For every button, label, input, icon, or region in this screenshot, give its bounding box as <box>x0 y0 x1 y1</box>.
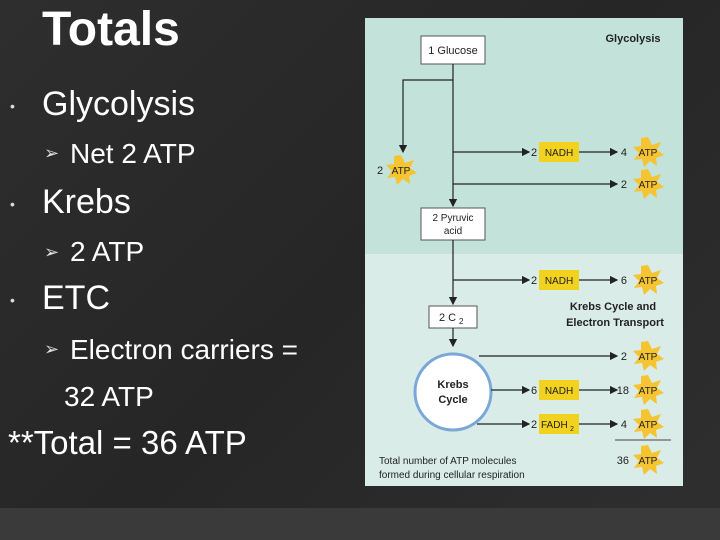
sub-bullet-arrow-icon: ➢ <box>44 242 60 262</box>
c2-label: 2 C <box>439 312 457 324</box>
svg-text:ATP: ATP <box>638 276 658 287</box>
footer-bar <box>0 508 720 540</box>
row-input: 2 <box>531 147 538 159</box>
total-count: 36 <box>616 455 629 467</box>
row-output: 18 <box>616 385 629 397</box>
row-output: 2 <box>620 179 627 191</box>
krebs-cycle-label-1: Krebs <box>437 379 469 391</box>
krebs-label-1: Krebs Cycle and <box>569 301 657 313</box>
svg-text:ATP: ATP <box>638 456 658 467</box>
bullet-krebs: Krebs <box>42 183 131 221</box>
glycolysis-zone <box>365 18 683 254</box>
krebs-label-2: Electron Transport <box>566 317 664 329</box>
row-input: 2 <box>531 419 538 431</box>
svg-text:ATP: ATP <box>638 352 658 363</box>
bullet-dot: • <box>10 292 15 308</box>
row-output: 4 <box>620 419 627 431</box>
svg-text:ATP: ATP <box>638 420 658 431</box>
fadh2-subscript: 2 <box>570 426 574 433</box>
footer-line-2: formed during cellular respiration <box>379 470 525 481</box>
svg-text:ATP: ATP <box>638 386 658 397</box>
bullet-krebs-detail: 2 ATP <box>70 236 145 267</box>
nadh-label: NADH <box>544 386 574 397</box>
bullet-etc-detail: Electron carriers = <box>70 334 298 365</box>
svg-text:ATP: ATP <box>638 148 658 159</box>
krebs-cycle-ring <box>415 354 491 430</box>
total-atp: **Total = 36 ATP <box>8 424 247 461</box>
sub-bullet-arrow-icon: ➢ <box>44 143 60 163</box>
footer-line-1: Total number of ATP molecules <box>379 456 517 467</box>
row-output: 4 <box>620 147 627 159</box>
glucose-label: 1 Glucose <box>428 45 478 57</box>
slide-title: Totals <box>42 3 180 56</box>
pyruvic-label-1: 2 Pyruvic <box>432 213 474 224</box>
pyruvic-label-2: acid <box>443 226 463 237</box>
row-input: 6 <box>531 385 538 397</box>
nadh-label: NADH <box>544 276 574 287</box>
fadh2-label: FADH <box>541 420 568 431</box>
row-input: 2 <box>531 275 538 287</box>
atp-diagram <box>365 18 683 486</box>
bullet-glycolysis: Glycolysis <box>42 85 196 123</box>
c2-subscript: 2 <box>459 317 464 326</box>
bullet-dot: • <box>10 98 15 114</box>
bullet-glycolysis-detail: Net 2 ATP <box>70 138 196 169</box>
sub-bullet-arrow-icon: ➢ <box>44 339 60 359</box>
left-atp-count: 2 <box>377 165 384 177</box>
row-output: 6 <box>620 275 627 287</box>
svg-text:ATP: ATP <box>638 180 658 191</box>
bullet-dot: • <box>10 196 15 212</box>
nadh-label: NADH <box>544 148 574 159</box>
svg-text:ATP: ATP <box>391 166 411 177</box>
krebs-cycle-label-2: Cycle <box>438 394 468 406</box>
glycolysis-label: Glycolysis <box>605 33 661 45</box>
row-output: 2 <box>620 351 627 363</box>
bullet-etc-detail-cont: 32 ATP <box>64 381 154 412</box>
bullet-etc: ETC <box>42 279 110 317</box>
